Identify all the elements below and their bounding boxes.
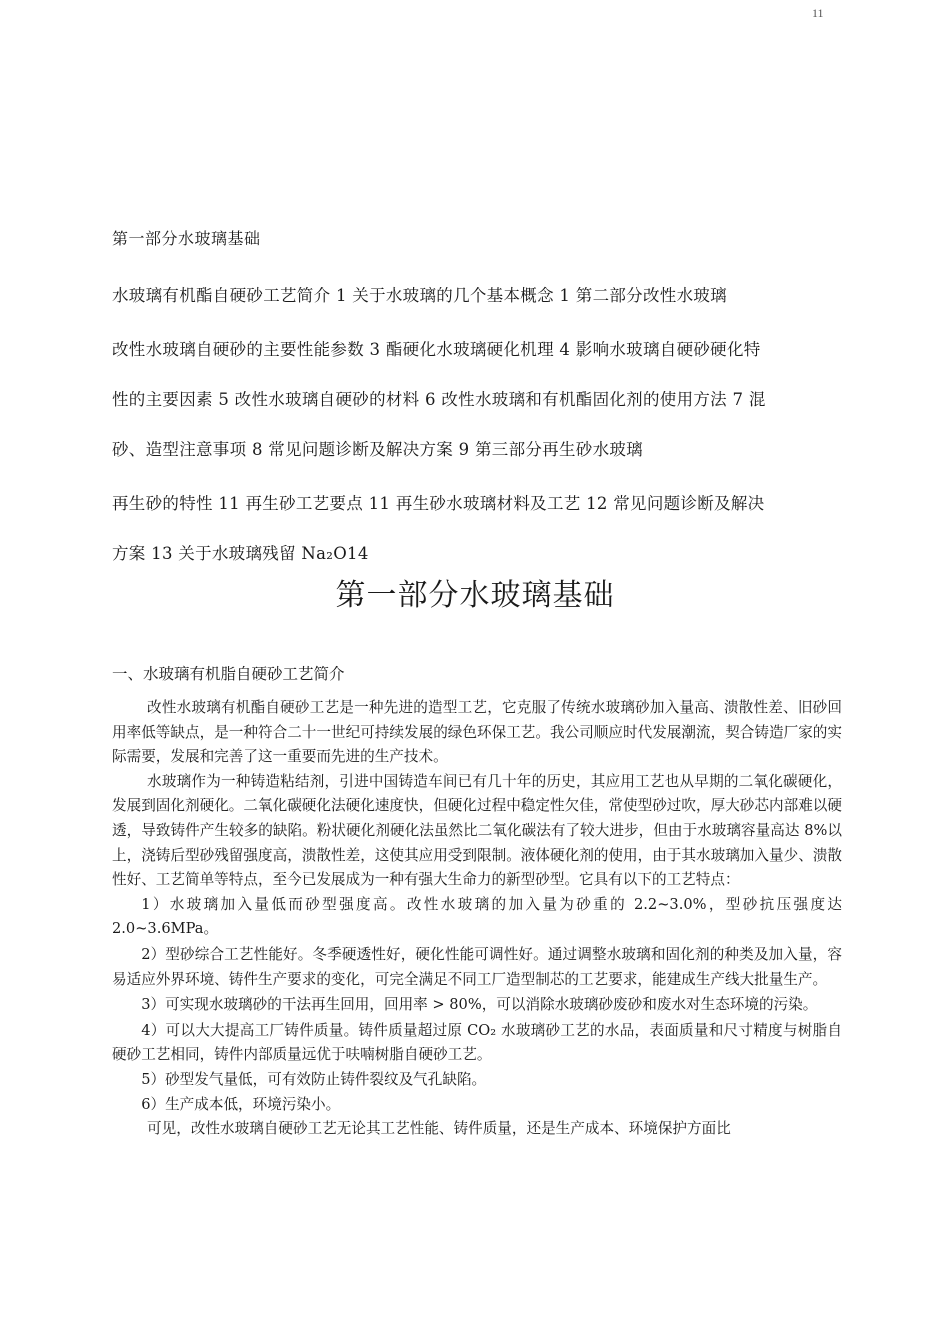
list-item: 4）可以大大提高工厂铸件质量。铸件质量超过原 CO₂ 水玻璃砂工艺的水品，表面质量和尺寸精度与树脂自硬砂工艺相同，铸件内部质量远优于呋喃树脂自硬砂工艺。 [112, 1021, 842, 1064]
list-item: 2）型砂综合工艺性能好。冬季硬透性好，硬化性能可调性好。通过调整水玻璃和固化剂的种类及加入量，容易适应外界环境、铸件生产要求的变化，可完全满足不同工厂造型制芯的工艺要求，能建成生产线大批量生产。 [112, 945, 842, 988]
list-item: 6）生产成本低，环境污染小。 [141, 1095, 341, 1113]
list-item: 5）砂型发气量低，可有效防止铸件裂纹及气孔缺陷。 [141, 1070, 487, 1088]
section-heading: 一、水玻璃有机脂自硬砂工艺简介 [112, 665, 345, 683]
page-title: 第一部分水玻璃基础 [335, 578, 615, 613]
toc-line: 性的主要因素 5 改性水玻璃自硬砂的材料 6 改性水玻璃和有机酯固化剂的使用方法 7 混 [112, 390, 766, 409]
paragraph: 水玻璃作为一种铸造粘结剂，引进中国铸造车间已有几十年的历史，其应用工艺也从早期的二氧化碳硬化，发展到固化剂硬化。二氧化碳硬化法硬化速度快，但硬化过程中稳定性欠佳，常使型砂过吹，厚大砂芯内部难以硬透，导致铸件产生较多的缺陷。粉状硬化剂硬化法虽然比二氧化碳法有了较大进步，但由于水玻璃容量高达 8%以上，浇铸后型砂残留强度高，溃散性差，这使其应用受到限制。液体硬化剂的使用，由于其水玻璃加入量少、溃散性好、工艺简单等特点，至今已发展成为一种有强大生命力的新型砂型。它具有以下的工艺特点： [112, 772, 842, 889]
toc-line: 砂、造型注意事项 8 常见问题诊断及解决方案 9 第三部分再生砂水玻璃 [112, 440, 643, 459]
toc-line: 再生砂的特性 11 再生砂工艺要点 11 再生砂水玻璃材料及工艺 12 常见问题诊断及解决 [112, 494, 765, 513]
toc-line: 改性水玻璃自硬砂的主要性能参数 3 酯硬化水玻璃硬化机理 4 影响水玻璃自硬砂硬化特 [112, 340, 761, 359]
toc-line: 方案 13 关于水玻璃残留 Na₂O14 [112, 544, 369, 563]
paragraph: 可见，改性水玻璃自硬砂工艺无论其工艺性能、铸件质量，还是生产成本、环境保护方面比 [147, 1120, 731, 1138]
toc-heading: 第一部分水玻璃基础 [112, 229, 261, 248]
paragraph: 改性水玻璃有机酯自硬砂工艺是一种先进的造型工艺，它克服了传统水玻璃砂加入量高、溃散性差、旧砂回用率低等缺点，是一种符合二十一世纪可持续发展的绿色环保工艺。我公司顺应时代发展潮流，契合铸造厂家的实际需要，发展和完善了这一重要而先进的生产技术。 [112, 699, 842, 766]
list-item: 1）水玻璃加入量低而砂型强度高。改性水玻璃的加入量为砂重的 2.2~3.0%，型砂抗压强度达 2.0~3.6MPa。 [112, 895, 842, 938]
toc-line: 水玻璃有机酯自硬砂工艺简介 1 关于水玻璃的几个基本概念 1 第二部分改性水玻璃 [112, 286, 727, 305]
body-text [112, 696, 842, 1142]
page-number: 11 [812, 6, 824, 20]
list-item: 3）可实现水玻璃砂的干法再生回用，回用率 > 80%，可以消除水玻璃砂废砂和废水对生态环境的污染。 [141, 996, 818, 1014]
